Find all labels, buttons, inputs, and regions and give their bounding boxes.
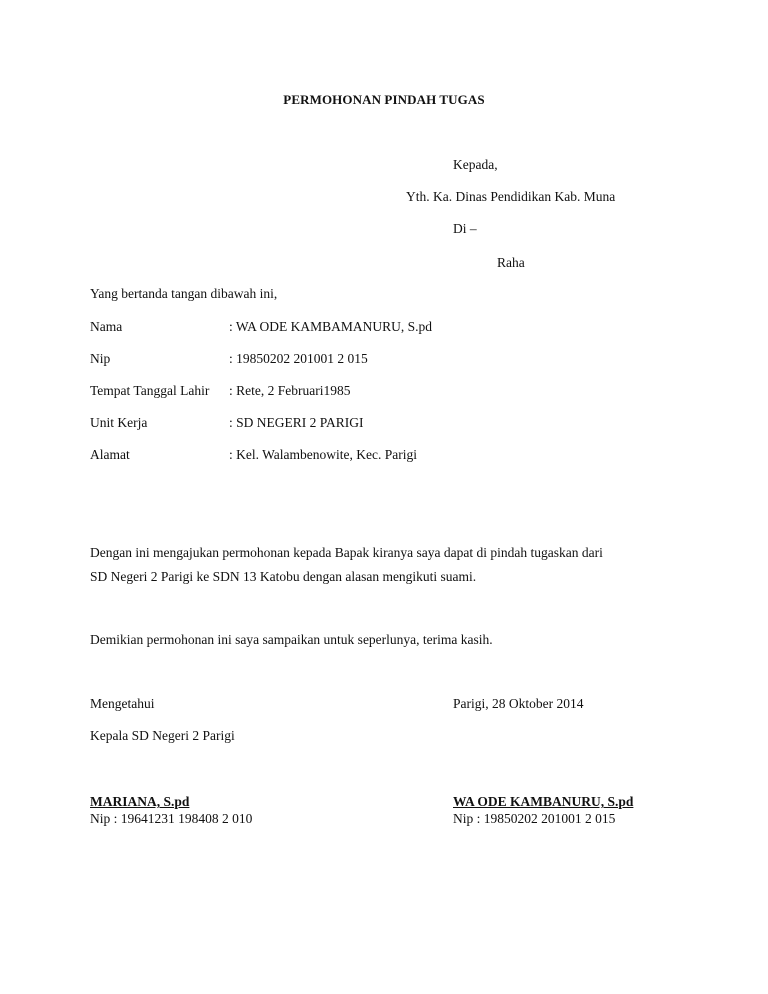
addressee-kepada: Kepada, (453, 157, 498, 172)
signature-left-nip: Nip : 19641231 198408 2 010 (90, 811, 253, 826)
addressee-yth: Yth. Ka. Dinas Pendidikan Kab. Muna (406, 189, 616, 204)
signature-right-name: WA ODE KAMBANURU, S.pd (453, 794, 634, 809)
intro-text: Yang bertanda tangan dibawah ini, (90, 286, 278, 301)
body-line-2: SD Negeri 2 Parigi ke SDN 13 Katobu dengan alasan mengikuti suami. (90, 569, 477, 584)
field-label-nip: Nip (90, 351, 111, 366)
field-value-nip: : 19850202 201001 2 015 (229, 351, 368, 366)
field-label-alamat: Alamat (90, 447, 130, 462)
signature-right-date: Parigi, 28 Oktober 2014 (453, 696, 584, 711)
signature-left-name: MARIANA, S.pd (90, 794, 190, 809)
field-value-alamat: : Kel. Walambenowite, Kec. Parigi (229, 447, 417, 462)
field-value-unit-kerja: : SD NEGERI 2 PARIGI (229, 415, 364, 430)
body-line-1: Dengan ini mengajukan permohonan kepada Bapak kiranya saya dapat di pindah tugaskan dari (90, 545, 603, 560)
signature-right-nip: Nip : 19850202 201001 2 015 (453, 811, 616, 826)
signature-left-heading: Mengetahui (90, 696, 155, 711)
addressee-place: Raha (497, 255, 525, 270)
signature-left-position: Kepala SD Negeri 2 Parigi (90, 728, 235, 743)
closing-text: Demikian permohonan ini saya sampaikan untuk seperlunya, terima kasih. (90, 632, 493, 647)
field-value-nama: : WA ODE KAMBAMANURU, S.pd (229, 319, 433, 334)
letter-title: PERMOHONAN PINDAH TUGAS (283, 92, 485, 107)
field-label-nama: Nama (90, 319, 123, 334)
field-label-unit-kerja: Unit Kerja (90, 415, 148, 430)
field-label-ttl: Tempat Tanggal Lahir (90, 383, 210, 398)
addressee-di: Di – (453, 221, 477, 236)
field-value-ttl: : Rete, 2 Februari1985 (229, 383, 351, 398)
